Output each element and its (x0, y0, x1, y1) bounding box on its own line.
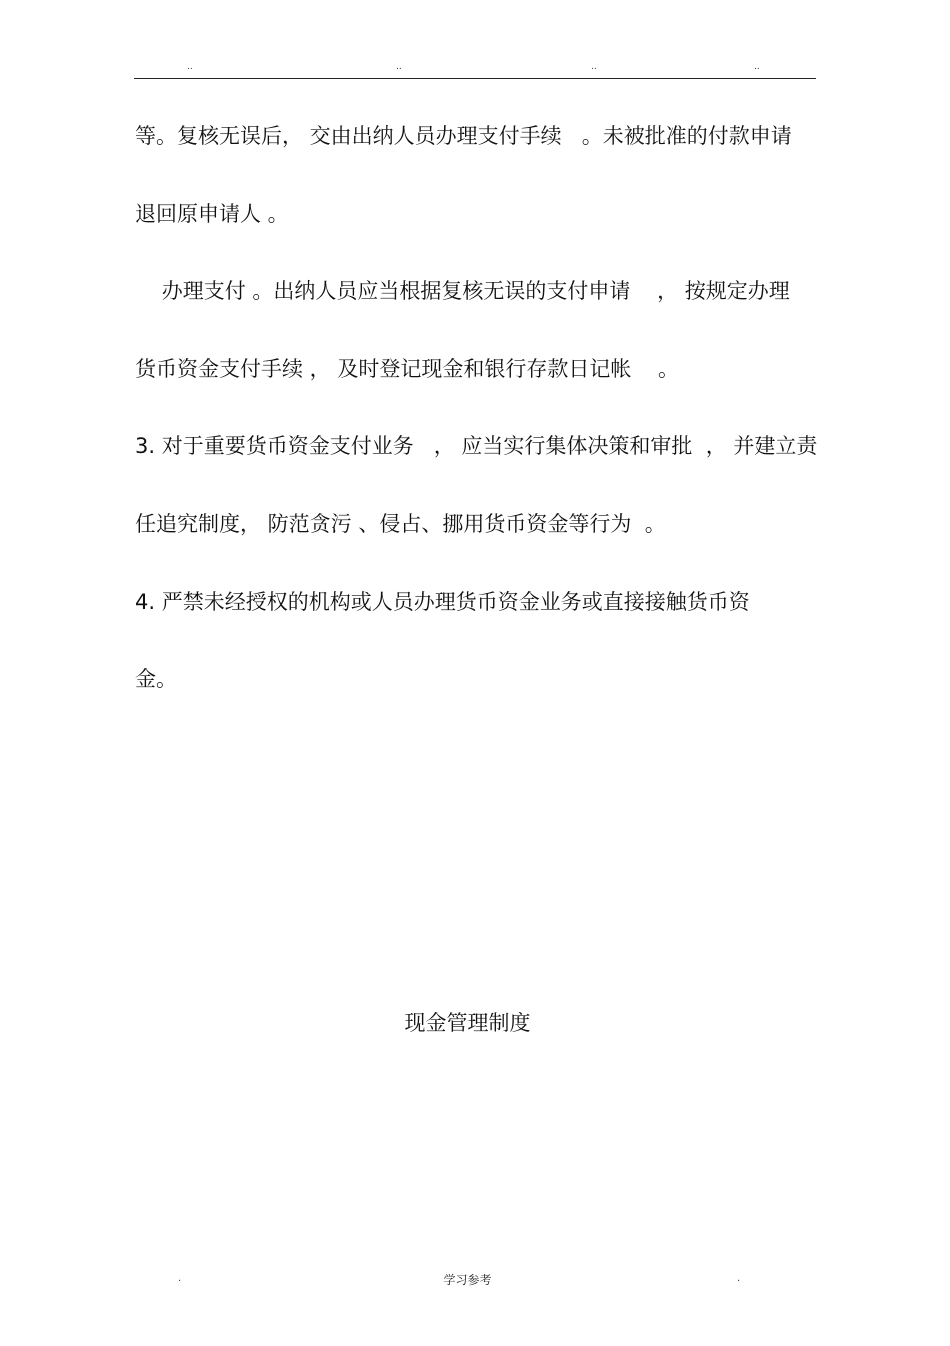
body-line-5: 3. 对于重要货币资金支付业务 ， 应当实行集体决策和审批 ， 并建立责 (135, 434, 818, 458)
header-mark-2: .. (396, 62, 402, 72)
body-line-2: 退回原申请人 。 (135, 202, 289, 226)
body-line-3: 办理支付 。出纳人员应当根据复核无误的支付申请 ， 按规定办理 (135, 279, 790, 303)
footer-label: 学习参考 (443, 1273, 492, 1287)
body-line-8: 金。 (135, 667, 177, 691)
body-line-1: 等。复核无误后， 交由出纳人员办理支付手续 。未被批准的付款申请 (135, 124, 792, 148)
header-mark-3: .. (591, 62, 597, 72)
body-line-7: 4. 严禁未经授权的机构或人员办理货币资金业务或直接接触货币资 (135, 590, 750, 614)
footer-right-mark: . (737, 1273, 741, 1284)
body-line-6: 任追究制度， 防范贪污 、侵占、挪用货币资金等行为 。 (135, 512, 666, 536)
header-mark-4: .. (754, 62, 760, 72)
header-rule (134, 78, 816, 79)
footer-left-mark: . (178, 1273, 182, 1284)
header-mark-1: .. (187, 62, 193, 72)
body-line-4: 货币资金支付手续 ， 及时登记现金和银行存款日记帐 。 (135, 357, 680, 381)
section-title: 现金管理制度 (404, 1011, 531, 1035)
